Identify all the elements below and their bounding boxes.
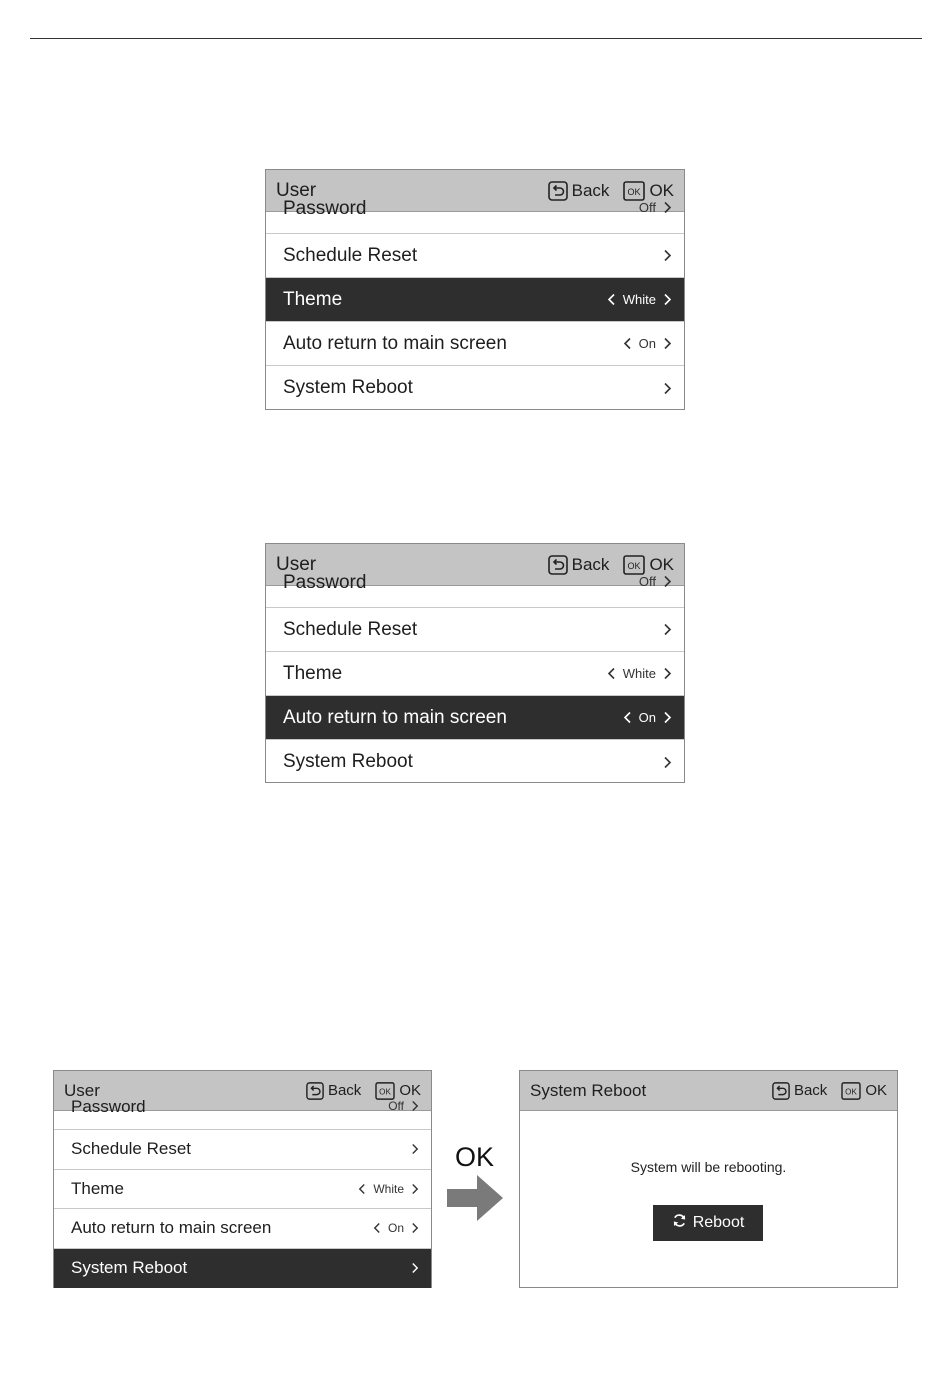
reboot-button[interactable]	[653, 1205, 763, 1241]
row-value-group	[663, 382, 672, 395]
user-menu-screen-reboot-selected	[53, 1070, 432, 1288]
row-label: Password	[283, 572, 367, 593]
row-value: White	[373, 1181, 404, 1196]
screen-title: User	[276, 553, 317, 575]
chevron-left-icon[interactable]	[358, 1183, 366, 1195]
screen-title: User	[276, 179, 317, 201]
reboot-message: System will be rebooting.	[630, 1159, 787, 1175]
row-label: Password	[283, 198, 367, 219]
row-label: Password	[71, 1097, 146, 1116]
settings-list	[266, 198, 684, 410]
row-value-group	[411, 1262, 419, 1274]
row-value-group	[388, 1099, 419, 1113]
row-value: Off	[638, 200, 656, 215]
svg-text:OK: OK	[845, 1087, 858, 1097]
svg-text:OK: OK	[379, 1087, 392, 1097]
list-item-schedule-reset[interactable]	[54, 1130, 431, 1170]
chevron-right-icon[interactable]	[663, 623, 672, 636]
row-value-group	[623, 710, 672, 725]
user-menu-screen-theme-selected	[265, 169, 685, 410]
user-menu-screen-auto-return-selected	[265, 543, 685, 783]
back-icon[interactable]	[306, 1082, 324, 1100]
row-value-group	[373, 1221, 419, 1235]
row-value-group	[358, 1182, 419, 1196]
chevron-right-icon[interactable]	[663, 293, 672, 306]
ok-button[interactable]: OK	[399, 1082, 421, 1099]
row-value: On	[638, 336, 656, 351]
row-value-group	[607, 666, 672, 681]
title-actions	[548, 181, 674, 201]
list-item-auto-return[interactable]	[266, 696, 684, 740]
row-value: Off	[638, 574, 656, 589]
row-label: System Reboot	[283, 377, 413, 398]
row-value: Off	[388, 1099, 404, 1113]
ok-icon[interactable]	[623, 555, 645, 575]
row-value-group	[607, 292, 672, 307]
svg-text:OK: OK	[627, 186, 641, 197]
row-value-group	[623, 336, 672, 351]
chevron-right-icon[interactable]	[663, 337, 672, 350]
list-item-password[interactable]	[266, 198, 684, 234]
list-item-theme[interactable]	[266, 278, 684, 322]
back-icon[interactable]	[772, 1082, 790, 1100]
list-item-password[interactable]	[54, 1097, 431, 1130]
title-actions	[306, 1082, 421, 1100]
chevron-right-icon[interactable]	[663, 667, 672, 680]
row-value-group	[663, 249, 672, 262]
row-label: System Reboot	[71, 1258, 188, 1278]
chevron-right-icon[interactable]	[663, 756, 672, 769]
reboot-button-label: Reboot	[692, 1214, 745, 1231]
row-label: Auto return to main screen	[283, 706, 507, 728]
list-item-password[interactable]	[266, 572, 684, 608]
row-label: Theme	[71, 1178, 124, 1198]
ok-icon[interactable]	[375, 1082, 395, 1100]
back-button[interactable]: Back	[571, 554, 610, 574]
title-actions	[772, 1082, 887, 1100]
chevron-left-icon[interactable]	[623, 337, 632, 350]
chevron-left-icon[interactable]	[607, 667, 616, 680]
row-label: Schedule Reset	[71, 1139, 192, 1159]
screen-title: System Reboot	[530, 1080, 647, 1100]
chevron-right-icon[interactable]	[663, 575, 672, 588]
chevron-left-icon[interactable]	[373, 1222, 381, 1234]
ok-button[interactable]: OK	[649, 554, 674, 574]
row-value: On	[638, 710, 656, 725]
chevron-left-icon[interactable]	[607, 293, 616, 306]
back-icon[interactable]	[548, 181, 568, 201]
right-arrow-icon	[447, 1175, 503, 1226]
transition-ok-label: OK	[455, 1142, 495, 1172]
chevron-right-icon[interactable]	[411, 1222, 419, 1234]
chevron-left-icon[interactable]	[623, 711, 632, 724]
title-bar	[520, 1071, 897, 1111]
list-item-auto-return[interactable]	[54, 1209, 431, 1249]
row-label: Theme	[283, 662, 343, 684]
row-label: System Reboot	[283, 751, 413, 772]
ok-button[interactable]: OK	[865, 1082, 887, 1099]
chevron-right-icon[interactable]	[663, 201, 672, 214]
row-value-group	[639, 574, 672, 589]
ok-icon[interactable]	[841, 1082, 861, 1100]
list-item-system-reboot[interactable]	[266, 366, 684, 410]
chevron-right-icon[interactable]	[663, 711, 672, 724]
settings-list	[266, 572, 684, 784]
list-item-schedule-reset[interactable]	[266, 234, 684, 278]
row-value-group	[639, 200, 672, 215]
chevron-right-icon[interactable]	[411, 1100, 419, 1112]
chevron-right-icon[interactable]	[411, 1143, 419, 1155]
row-value: White	[622, 292, 656, 307]
ok-icon[interactable]	[623, 181, 645, 201]
row-value: On	[387, 1221, 404, 1236]
list-item-auto-return[interactable]	[266, 322, 684, 366]
list-item-schedule-reset[interactable]	[266, 608, 684, 652]
row-label: Schedule Reset	[283, 244, 418, 266]
row-label: Schedule Reset	[283, 618, 418, 640]
system-reboot-screen	[519, 1070, 898, 1288]
row-value-group	[663, 756, 672, 769]
page-top-rule	[30, 38, 922, 39]
svg-text:OK: OK	[627, 560, 641, 571]
back-button[interactable]: Back	[793, 1082, 828, 1099]
row-value-group	[663, 623, 672, 636]
back-button[interactable]: Back	[327, 1082, 362, 1099]
list-item-system-reboot[interactable]	[266, 740, 684, 784]
chevron-right-icon[interactable]	[663, 249, 672, 262]
row-value: White	[622, 666, 656, 681]
chevron-right-icon[interactable]	[663, 382, 672, 395]
chevron-right-icon[interactable]	[411, 1262, 419, 1274]
settings-list	[54, 1097, 431, 1288]
list-item-theme[interactable]	[54, 1170, 431, 1210]
row-value-group	[411, 1143, 419, 1155]
row-label: Auto return to main screen	[71, 1218, 272, 1238]
back-button[interactable]: Back	[571, 180, 610, 200]
screen-title: User	[64, 1080, 100, 1100]
back-icon[interactable]	[548, 555, 568, 575]
row-label: Theme	[283, 288, 343, 310]
list-item-system-reboot[interactable]	[54, 1249, 431, 1289]
title-actions	[548, 555, 674, 575]
row-label: Auto return to main screen	[283, 332, 507, 354]
list-item-theme[interactable]	[266, 652, 684, 696]
chevron-right-icon[interactable]	[411, 1183, 419, 1195]
refresh-icon	[672, 1213, 687, 1233]
ok-button[interactable]: OK	[649, 180, 674, 200]
